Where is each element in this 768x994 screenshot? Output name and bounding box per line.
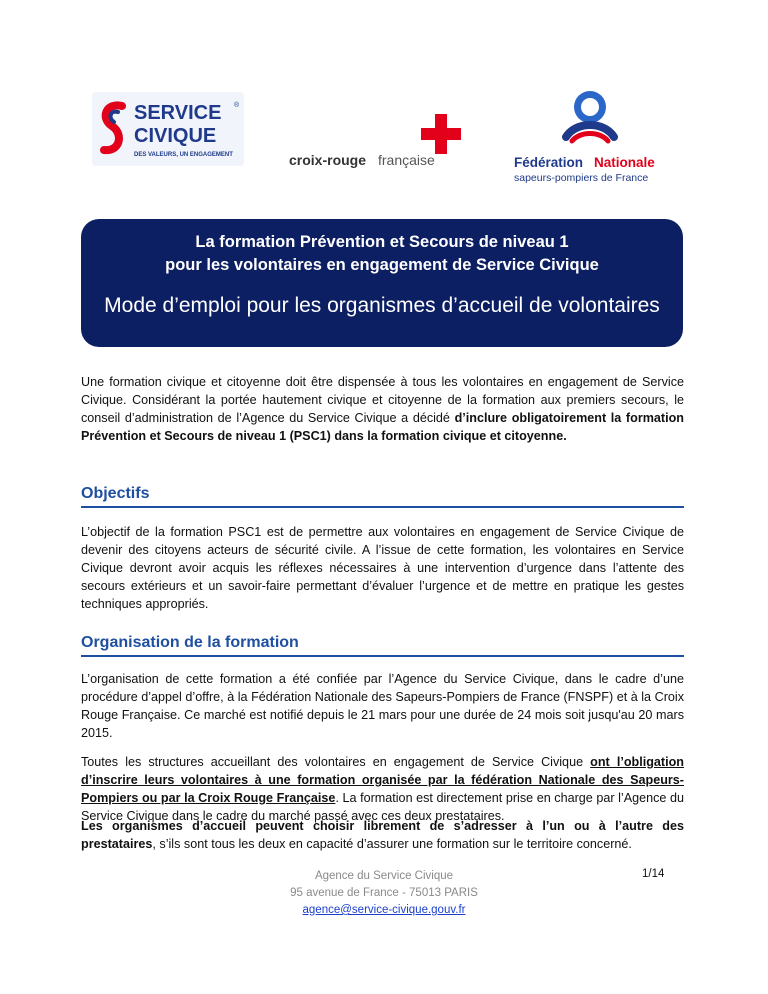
logo-croix-rouge-text: croix-rouge: [289, 152, 367, 168]
page-number: 1/14: [642, 868, 665, 880]
banner-title-line1: La formation Prévention et Secours de niveau 1: [195, 233, 569, 251]
logo-nationale-text: Nationale: [594, 155, 655, 170]
footer-email-link[interactable]: agence@service-civique.gouv.fr: [302, 904, 466, 916]
p2-text-a: Toutes les structures accueillant des volontaires en engagement de Service Civique: [81, 755, 591, 769]
section-heading-organisation: Organisation de la formation: [81, 634, 684, 657]
p3-text: , s’ils sont tous les deux en capacité d’assurer une formation sur le territoire concerné.: [152, 837, 632, 851]
logo-tagline: DES VALEURS, UN ENGAGEMENT: [134, 152, 233, 158]
svg-text:®: ®: [234, 102, 240, 109]
p2-underlined-text: ont l’obligation d’inscrire leurs volontaires à une formation organisée par la fédération Nationale des Sapeurs-Pompiers ou par la Croix Rouge Française: [81, 755, 684, 805]
organisation-paragraph-3: [81, 817, 684, 853]
organisation-paragraph-2: [81, 753, 684, 825]
logo-federation-text: Fédération: [514, 155, 584, 170]
section-heading-objectifs: Objectifs: [81, 485, 684, 508]
title-banner: [81, 219, 683, 347]
logo-francaise-text: française: [378, 152, 435, 168]
logo-sapeurs-text: sapeurs-pompiers de France: [514, 172, 649, 184]
intro-bold-text: d’inclure obligatoirement la formation Prévention et Secours de niveau 1 (PSC1) dans la formation civique et citoyenne.: [81, 411, 685, 443]
banner-subtitle: Mode d’emploi pour les organismes d’accueil de volontaires: [104, 294, 660, 317]
logo-line-civique: CIVIQUE: [134, 125, 217, 147]
croix-rouge-logo: [287, 112, 475, 172]
footer-agency: Agence du Service Civique: [314, 870, 454, 882]
banner-title-line2: pour les volontaires en engagement de Service Civique: [165, 256, 599, 274]
service-civique-logo: [92, 92, 244, 166]
page-footer: [200, 868, 568, 919]
objectifs-paragraph: L’objectif de la formation PSC1 est de permettre aux volontaires en engagement de Service Civique de devenir des citoyens acteurs de sécurité civile. A l’issue de cette formation, les volontaires en Service Civique devront avoir acquis les réflexes nécessaires à une intervention d’urgence dans l’attente des secours extérieurs et un savoir-faire permettant d’évaluer l’urgence et de mettre en pratique les gestes techniques appropriés.: [81, 525, 684, 611]
organisation-paragraph-1: L’organisation de cette formation a été confiée par l’Agence du Service Civique, dans le cadre d’une procédure d’appel d’offre, à la Fédération Nationale des Sapeurs-Pompiers de France (FNSPF) et à la Croix Rouge Française. Ce marché est notifié depuis le 21 mars pour une durée de 24 mois soit jusqu'au 20 mars 2015.: [81, 672, 684, 740]
intro-paragraph: [81, 373, 684, 445]
p3-bold-text: Les organismes d’accueil peuvent choisir librement de s’adresser à l’un ou à l’autre des prestataires: [81, 819, 684, 851]
federation-nationale-logo: [510, 85, 670, 185]
intro-text: Une formation civique et citoyenne doit être dispensée à tous les volontaires en engagement de Service Civique. Considérant la portée hautement civique et citoyenne de la formation aux premiers secours, le conseil d’administration de l’Agence du Service Civique a décidé: [81, 375, 684, 425]
footer-address: 95 avenue de France - 75013 PARIS: [290, 887, 478, 899]
p2-text-b: . La formation est directement prise en charge par l’Agence du Service Civique dans le cadre du marché passé avec ces deux prestataires.: [81, 791, 685, 823]
logo-line-service: SERVICE: [134, 102, 222, 124]
